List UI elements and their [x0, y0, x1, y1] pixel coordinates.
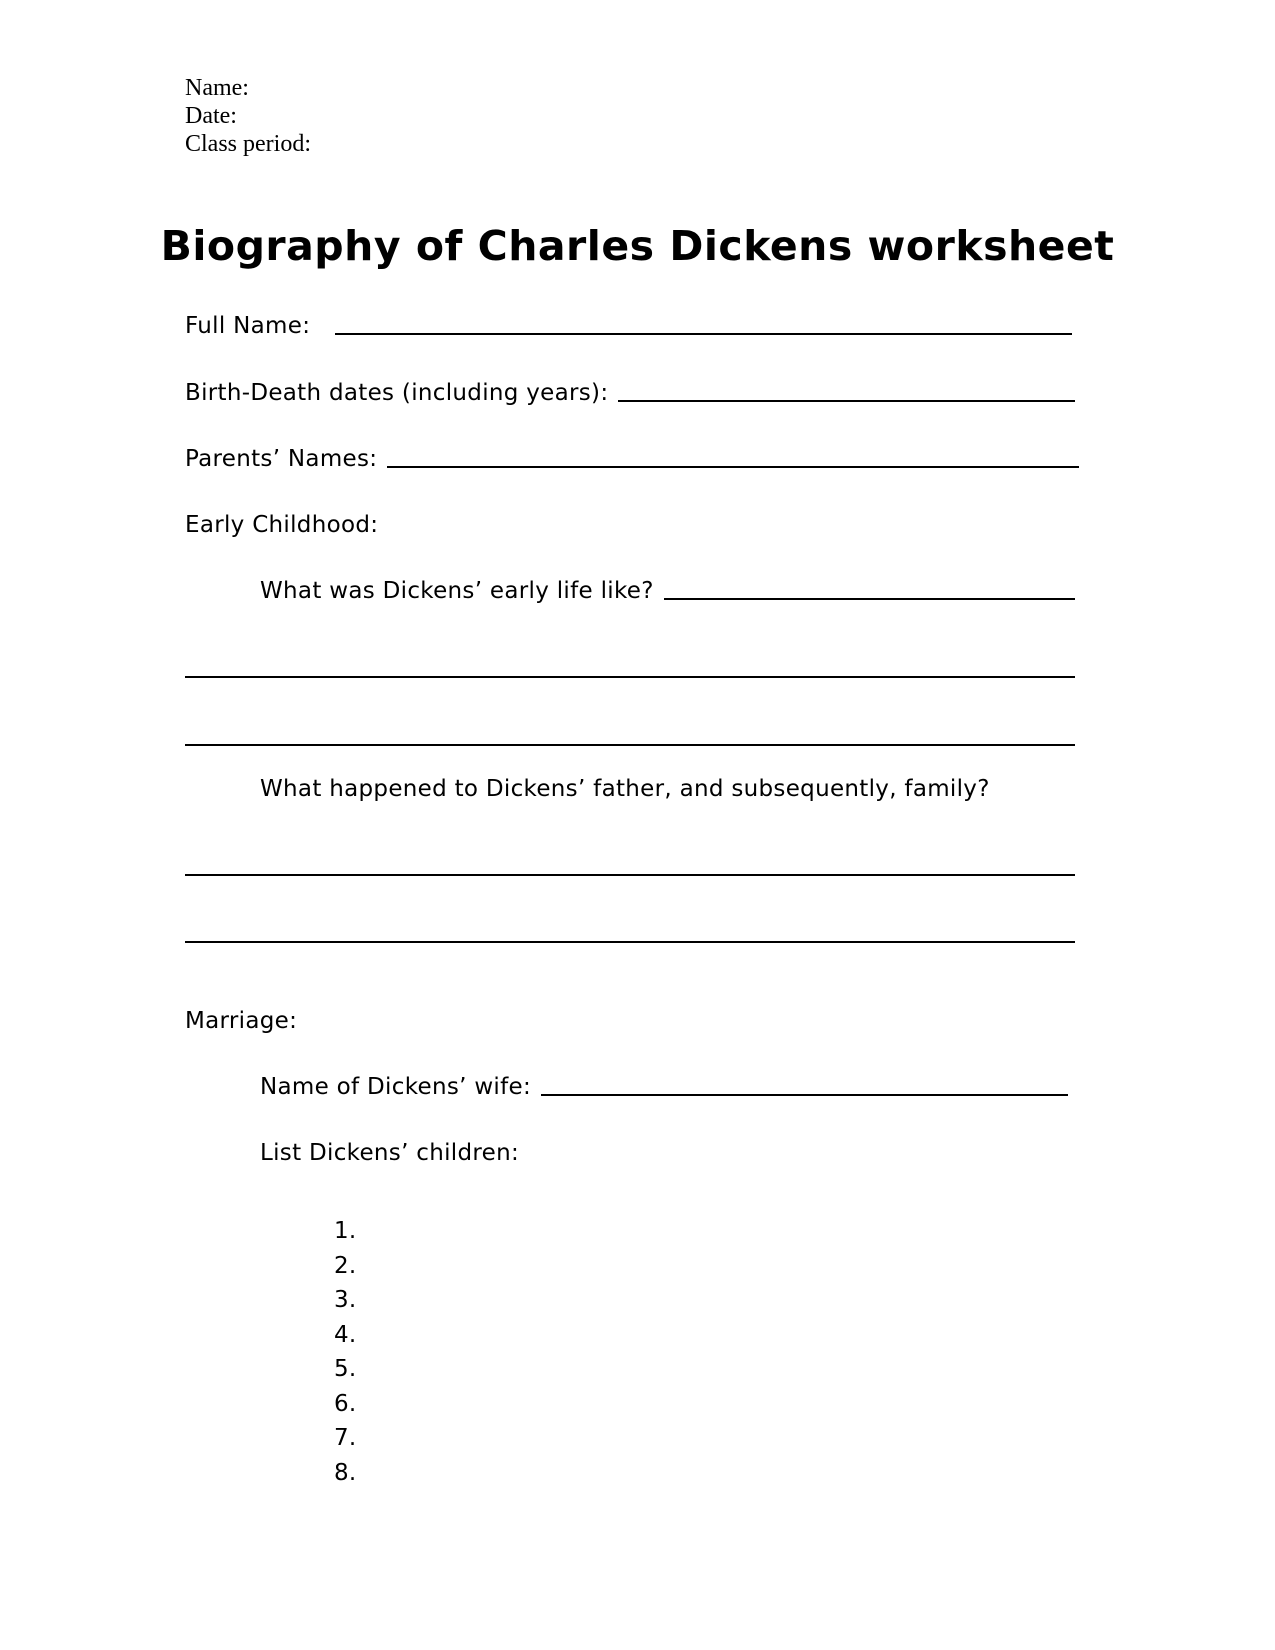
children-label: List Dickens’ children:	[260, 1140, 520, 1166]
wife-label: Name of Dickens’ wife:	[260, 1074, 532, 1100]
birth-death-label: Birth-Death dates (including years):	[185, 380, 609, 406]
date-label: Date:	[185, 103, 237, 129]
list-item: 4.	[334, 1321, 357, 1348]
early-life-answer-line-1[interactable]	[664, 598, 1075, 600]
list-item: 8.	[334, 1459, 357, 1486]
list-item: 3.	[334, 1287, 357, 1313]
parents-row	[185, 446, 1079, 472]
full-name-label: Full Name:	[185, 313, 311, 339]
early-life-answer-line-2[interactable]	[185, 676, 1075, 678]
father-answer-line-1[interactable]	[185, 874, 1075, 876]
list-item: 1.	[334, 1218, 357, 1244]
father-answer-line-2[interactable]	[185, 941, 1075, 943]
wife-row	[260, 1074, 1068, 1100]
list-item: 7.	[334, 1425, 357, 1451]
early-life-question-row	[260, 578, 1075, 604]
full-name-row	[185, 313, 1072, 339]
parents-answer-line[interactable]	[387, 466, 1079, 468]
worksheet-title: Biography of Charles Dickens worksheet	[160, 222, 1115, 270]
list-item: 2.	[334, 1252, 357, 1279]
marriage-heading: Marriage:	[185, 1008, 298, 1034]
father-question: What happened to Dickens’ father, and subsequently, family?	[260, 776, 990, 802]
children-list	[334, 1214, 357, 1490]
wife-answer-line[interactable]	[541, 1094, 1068, 1096]
parents-label: Parents’ Names:	[185, 446, 378, 472]
early-childhood-heading: Early Childhood:	[185, 512, 379, 538]
list-item: 5.	[334, 1356, 357, 1382]
birth-death-row	[185, 380, 1075, 406]
list-item: 6.	[334, 1390, 357, 1417]
early-life-answer-line-3[interactable]	[185, 744, 1075, 746]
name-label: Name:	[185, 75, 249, 101]
full-name-answer-line[interactable]	[335, 333, 1072, 335]
birth-death-answer-line[interactable]	[618, 400, 1075, 402]
early-life-question: What was Dickens’ early life like?	[260, 578, 654, 604]
class-period-label: Class period:	[185, 131, 311, 157]
